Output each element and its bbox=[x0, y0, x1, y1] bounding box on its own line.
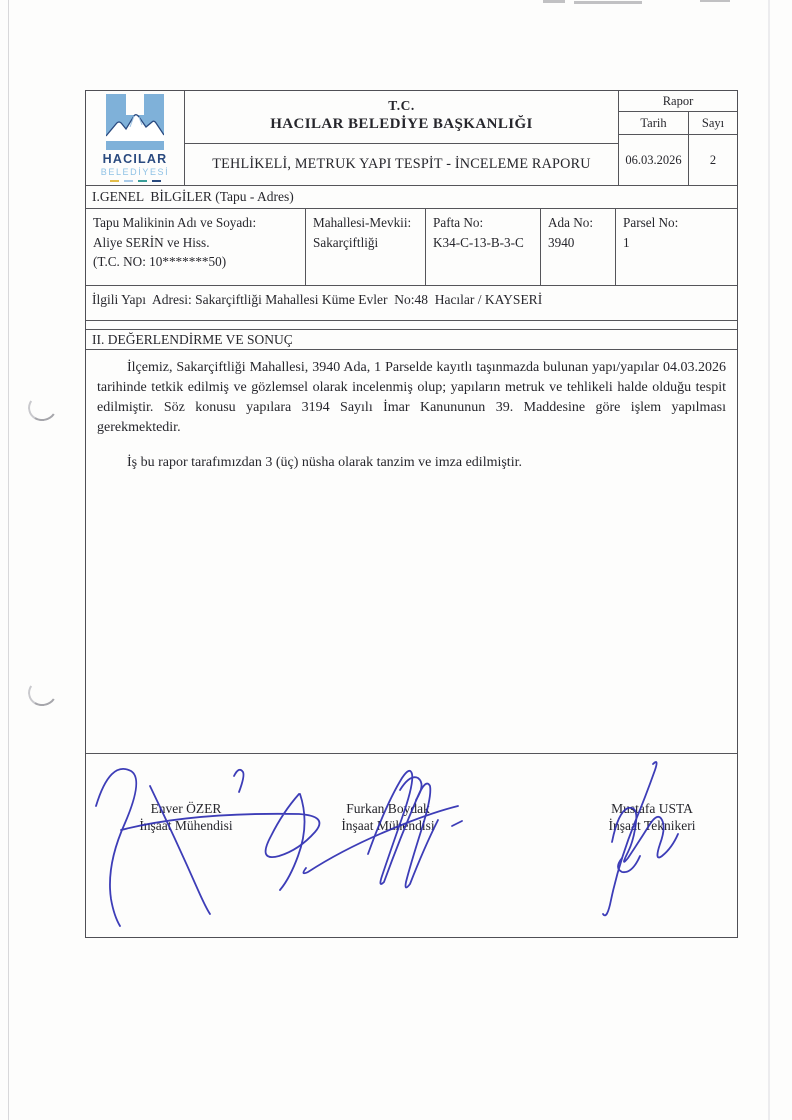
punch-hole-top bbox=[26, 391, 60, 423]
building-address: İlgili Yapı Adresi: Sakarçiftliği Mahallesi Küme Evler No:48 Hacılar / KAYSERİ bbox=[86, 286, 737, 321]
scan-artifact bbox=[574, 1, 642, 4]
section1-title: I.GENEL BİLGİLER (Tapu - Adres) bbox=[86, 186, 737, 209]
title-cell bbox=[185, 91, 619, 185]
signer-title: İnşaat Mühendisi bbox=[341, 818, 435, 833]
logo-color-dashes bbox=[110, 180, 161, 183]
ada-cell bbox=[541, 209, 616, 285]
section2-title: II. DEĞERLENDİRME VE SONUÇ bbox=[86, 330, 737, 350]
report-number: 2 bbox=[709, 152, 717, 167]
parsel-cell bbox=[616, 209, 737, 285]
parsel-value: 1 bbox=[623, 234, 630, 250]
report-title: TEHLİKELİ, METRUK YAPI TESPİT - İNCELEME RAPORU bbox=[212, 156, 591, 172]
report-date: 06.03.2026 bbox=[619, 135, 689, 185]
signer-name: Enver ÖZER bbox=[150, 801, 222, 816]
signer-title: İnşaat Mühendisi bbox=[139, 818, 233, 833]
scan-artifact bbox=[543, 0, 565, 3]
report-header bbox=[86, 91, 737, 186]
signer-name: Furkan Boydak bbox=[346, 801, 430, 816]
pafta-value: K34-C-13-B-3-C bbox=[433, 234, 524, 250]
date-label: Tarih bbox=[619, 112, 689, 134]
authority-name: HACILAR BELEDİYE BAŞKANLIĞI bbox=[270, 116, 533, 132]
country-label: T.C. bbox=[388, 98, 415, 113]
general-info-grid bbox=[86, 209, 737, 286]
copies-paragraph: İş bu rapor tarafımızdan 3 (üç) nüsha olarak tanzim ve imza edilmiştir. bbox=[127, 455, 522, 470]
signer-name: Mustafa USTA bbox=[611, 801, 693, 816]
report-meta-box bbox=[619, 91, 737, 185]
scan-artifact bbox=[700, 0, 730, 2]
pafta-cell bbox=[426, 209, 541, 285]
neighborhood-value: Sakarçiftliği bbox=[313, 234, 379, 250]
owner-name: Aliye SERİN ve Hiss. bbox=[93, 234, 210, 250]
signer-title: İnşaat Teknikeri bbox=[608, 818, 696, 833]
pafta-label: Pafta No: bbox=[433, 215, 484, 230]
signature-block-2 bbox=[303, 800, 473, 834]
signature-area bbox=[86, 754, 737, 937]
hacilar-h-mountain-icon bbox=[106, 94, 164, 150]
spacer-row bbox=[86, 321, 737, 330]
report-box-headers bbox=[619, 112, 737, 135]
municipality-logo bbox=[101, 94, 170, 182]
scan-page-edge-left bbox=[8, 0, 9, 1120]
signature-block-1 bbox=[101, 800, 271, 834]
neighborhood-label: Mahallesi-Mevkii: bbox=[313, 215, 412, 230]
evaluation-body bbox=[86, 350, 737, 754]
owner-tc-number: (T.C. NO: 10*******50) bbox=[93, 254, 227, 269]
neighborhood-cell bbox=[306, 209, 426, 285]
report-box-values bbox=[619, 135, 737, 185]
owner-cell bbox=[86, 209, 306, 285]
number-label: Sayı bbox=[701, 115, 725, 130]
evaluation-paragraph: İlçemiz, Sakarçiftliği Mahallesi, 3940 Ada, 1 Parselde kayıtlı taşınmazda bulunan yapı/yapılar 04.03.2026 tarihinde tetkik edilmiş ve gözlemsel olarak incelenmiş olup; yapıların metruk ve tehlikeli halde olduğu tespit edilmiştir. Söz konusu yapılara 3194 Sayılı İmar Kanununun 39. Maddesine göre işlem yapılması gerekmektedir. bbox=[97, 360, 726, 435]
parsel-label: Parsel No: bbox=[623, 215, 679, 230]
authority-block bbox=[185, 91, 618, 144]
report-box-label: Rapor bbox=[619, 91, 737, 112]
owner-label: Tapu Malikinin Adı ve Soyadı: bbox=[93, 215, 257, 230]
ada-value: 3940 bbox=[548, 234, 575, 250]
logo-name: HACILAR bbox=[102, 152, 168, 166]
signature-block-3 bbox=[567, 800, 737, 834]
ada-label: Ada No: bbox=[548, 215, 594, 230]
logo-subname: BELEDİYESİ bbox=[100, 166, 170, 177]
logo-cell bbox=[86, 91, 185, 185]
punch-hole-bottom bbox=[26, 676, 60, 708]
scan-page-edge-right bbox=[768, 0, 770, 1120]
report-document bbox=[85, 90, 738, 938]
